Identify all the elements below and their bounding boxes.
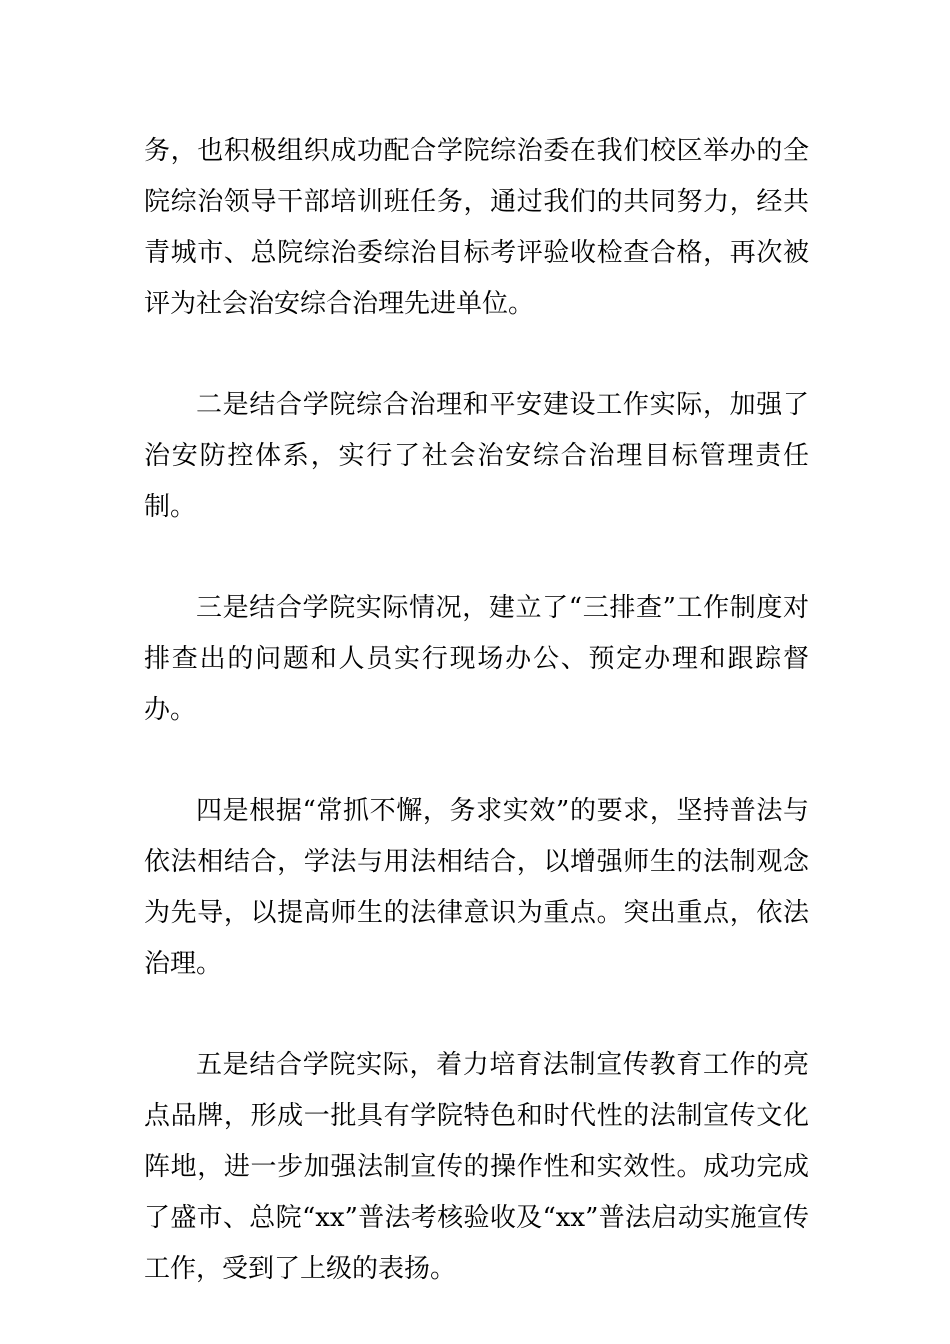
paragraph-item-2: 二是结合学院综合治理和平安建设工作实际，加强了治安防控体系，实行了社会治安综合治理目标管理责任制。: [144, 390, 809, 522]
paragraph-item-4: 四是根据“常抓不懈，务求实效”的要求，坚持普法与依法相结合，学法与用法相结合，以增强师生的法制观念为先导，以提高师生的法律意识为重点。突出重点，依法治理。: [144, 796, 809, 979]
paragraph-item-3: 三是结合学院实际情况，建立了“三排查”工作制度对排查出的问题和人员实行现场办公、预定办理和跟踪督办。: [144, 593, 809, 725]
paragraph-continuation: 务，也积极组织成功配合学院综治委在我们校区举办的全院综治领导干部培训班任务，通过我们的共同努力，经共青城市、总院综治委综治目标考评验收检查合格，再次被评为社会治安综合治理先进单位。: [144, 136, 809, 319]
document-body: [144, 126, 809, 1295]
paragraph-item-5: 五是结合学院实际，着力培育法制宣传教育工作的亮点品牌，形成一批具有学院特色和时代性的法制宣传文化阵地，进一步加强法制宣传的操作性和实效性。成功完成了盛市、总院“xx”普法考核验收及“xx”普法启动实施宣传工作，受到了上级的表扬。: [144, 1050, 809, 1284]
